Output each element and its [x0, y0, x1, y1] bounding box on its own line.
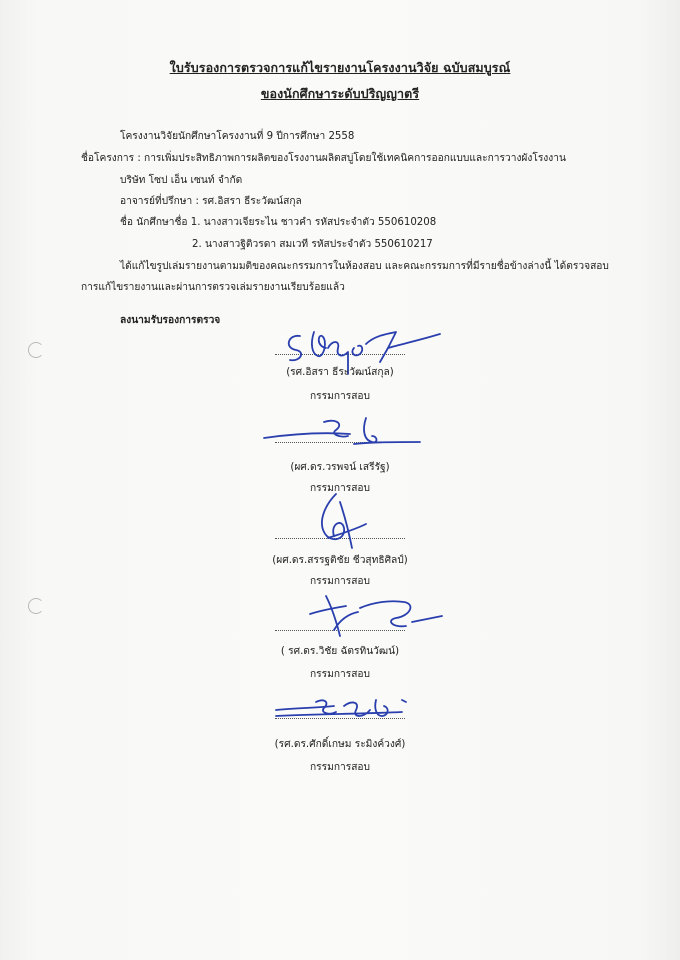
signature-heading: ลงนามรับรองการตรวจ [120, 315, 221, 326]
signatory-2-role: กรรมการสอบ [310, 483, 370, 494]
punch-hole-bottom [28, 598, 44, 614]
signatory-5-role: กรรมการสอบ [310, 762, 370, 773]
student-2: 2. นางสาวฐิติวรดา สมเวที รหัสประจำตัว 550610217 [192, 239, 433, 250]
signature-2-image [262, 412, 432, 462]
company-name: บริษัท โซป เอ็น เซนท์ จำกัด [120, 175, 243, 186]
signatory-5-name: (รศ.ดร.ศักดิ์เกษม ระมิงค์วงศ์) [274, 739, 406, 750]
signatory-1-name: (รศ.อิสรา ธีระวัฒน์สกุล) [286, 367, 394, 378]
signatory-1-role: กรรมการสอบ [310, 391, 370, 402]
project-name: ชื่อโครงการ : การเพิ่มประสิทธิภาพการผลิตของโรงงานผลิตสบู่โดยใช้เทคนิคการออกแบบและการวางผังโรงงาน [81, 153, 566, 164]
signature-4-image [300, 590, 460, 650]
signatory-4-name: ( รศ.ดร.วิชัย ฉัตรทินวัฒน์) [280, 646, 400, 657]
document-subtitle: ของนักศึกษาระดับปริญญาตรี [260, 86, 420, 101]
signatory-3-name: (ผศ.ดร.สรรฐติชัย ชีวสุทธิศิลป์) [272, 555, 408, 566]
body-text-line-1: ได้แก้ไขรูปเล่มรายงานตามมติของคณะกรรมการในห้องสอบ และคณะกรรมการที่มีรายชื่อข้างล่างนี้ ได้ตรวจสอบ [120, 261, 609, 272]
punch-hole-top [28, 342, 44, 358]
document-title: ใบรับรองการตรวจการแก้ไขรายงานโครงงานวิจัย ฉบับสมบูรณ์ [169, 60, 511, 75]
student-1: ชื่อ นักศึกษาชื่อ 1. นางสาวเจียระไน ชาวคำ รหัสประจำตัว 550610208 [120, 217, 437, 228]
signatory-2-name: (ผศ.ดร.วรพจน์ เสรีรัฐ) [290, 462, 390, 473]
signature-5-image [272, 692, 442, 732]
body-text-line-2: การแก้ไขรายงานและผ่านการตรวจเล่มรายงานเรียบร้อยแล้ว [81, 282, 345, 293]
signatory-3-role: กรรมการสอบ [310, 576, 370, 587]
advisor: อาจารย์ที่ปรึกษา : รศ.อิสรา ธีระวัฒน์สกุล [120, 196, 302, 207]
signatory-4-role: กรรมการสอบ [310, 669, 370, 680]
project-year: โครงงานวิจัยนักศึกษาโครงงานที่ 9 ปีการศึกษา 2558 [120, 131, 355, 142]
